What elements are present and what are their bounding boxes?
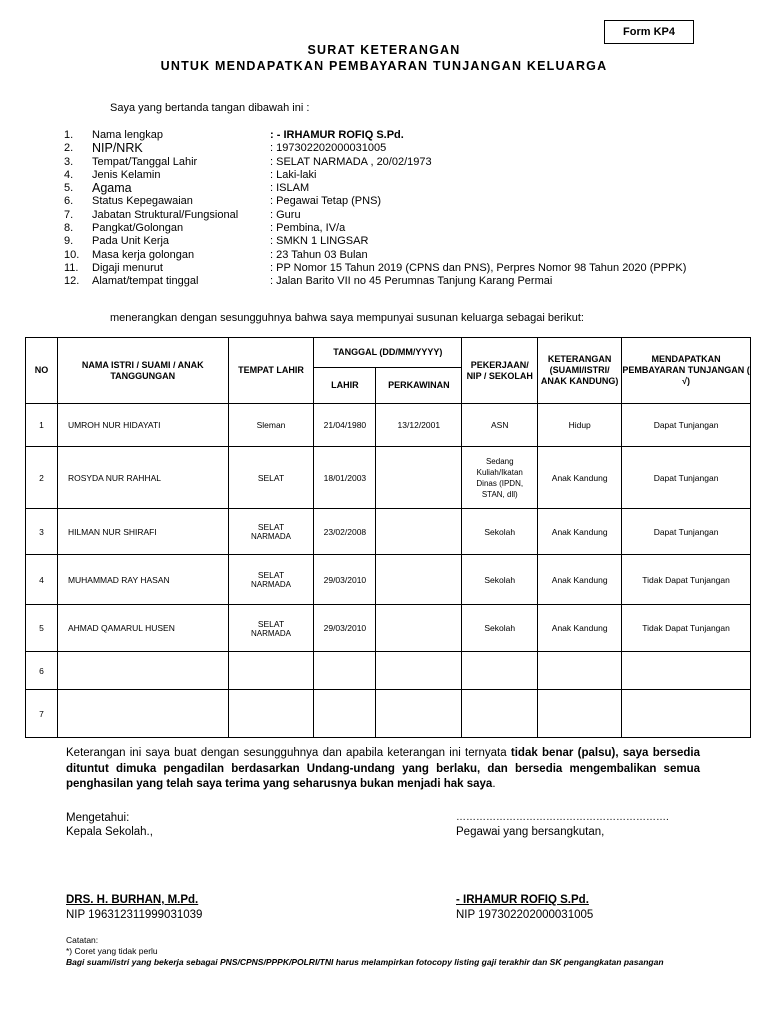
table-row — [26, 605, 751, 652]
cell-born: 29/03/2010 — [314, 555, 376, 605]
cell-place-line1: SELAT — [257, 570, 285, 580]
signature-left-role: Kepala Sekolah., — [66, 826, 153, 838]
signature-place-date: ………………………………………………………. — [456, 812, 669, 823]
field-label: Pada Unit Kerja — [92, 235, 170, 248]
header-married: PERKAWINAN — [376, 368, 462, 404]
cell-born: 23/02/2008 — [314, 509, 376, 555]
header-job: PEKERJAAN/ NIP / SEKOLAH — [462, 338, 538, 404]
field-value: : Laki-laki — [270, 168, 317, 181]
field-num: 4. — [64, 168, 74, 181]
cell-place-line2: NARMADA — [250, 580, 291, 589]
cell-born: 21/04/1980 — [314, 404, 376, 447]
signature-known-label: Mengetahui: — [66, 812, 130, 824]
cell-job: Sekolah — [462, 509, 538, 555]
cell-job — [462, 690, 538, 738]
cell-job — [462, 652, 538, 690]
cell-relation — [538, 652, 622, 690]
header-born: LAHIR — [314, 368, 376, 404]
signature-right-nip: NIP 197302202000031005 — [456, 909, 594, 921]
cell-married — [376, 509, 462, 555]
field-value: : 197302202000031005 — [270, 142, 387, 155]
cell-relation: Anak Kandung — [538, 509, 622, 555]
cell-allowance — [622, 652, 751, 690]
closing-part1: Keterangan ini saya buat dengan sesungguhnya dan apabila keterangan ini ternyata — [66, 747, 511, 759]
intro-text: Saya yang bertanda tangan dibawah ini : — [110, 102, 310, 114]
cell-name — [57, 690, 228, 738]
header-birthplace: TEMPAT LAHIR — [228, 338, 314, 404]
field-num: 7. — [64, 208, 74, 221]
header-date-group: TANGGAL (DD/MM/YYYY) — [314, 338, 462, 368]
document-title: SURAT KETERANGAN — [307, 43, 461, 57]
cell-married — [376, 652, 462, 690]
field-label: Nama lengkap — [92, 129, 163, 141]
cell-place — [228, 690, 314, 738]
field-value: : SELAT NARMADA , 20/02/1973 — [270, 155, 432, 168]
header-name: NAMA ISTRI / SUAMI / ANAK TANGGUNGAN — [57, 338, 228, 404]
cell-allowance: Dapat Tunjangan — [622, 404, 751, 447]
table-row — [26, 447, 751, 509]
cell-place-line2: NARMADA — [250, 532, 291, 541]
field-label: Digaji menurut — [92, 261, 163, 274]
cell-relation: Hidup — [538, 404, 622, 447]
field-value: : SMKN 1 LINGSAR — [270, 235, 369, 248]
signature-right-role: Pegawai yang bersangkutan, — [456, 826, 605, 838]
field-label: Jabatan Struktural/Fungsional — [92, 208, 239, 221]
cell-place-line2: NARMADA — [250, 628, 291, 638]
notes-line2: Bagi suami/istri yang bekerja sebagai PNS/CPNS/PPPK/POLRI/TNI harus melampirkan fotocopy listing gaji terakhir dan SK pengangkatan pasangan — [66, 957, 664, 967]
field-num: 12. — [64, 275, 80, 288]
signature-right-name: - IRHAMUR ROFIQ S.Pd. — [456, 894, 589, 906]
cell-no: 1 — [26, 404, 58, 447]
signature-left-name: DRS. H. BURHAN, M.Pd. — [66, 894, 199, 906]
cell-job: ASN — [462, 404, 538, 447]
field-num: 3. — [64, 155, 74, 168]
cell-place-line1: SELAT — [257, 522, 285, 532]
cell-no: 2 — [26, 447, 58, 509]
header-relation: KETERANGAN (SUAMI/ISTRI/ ANAK KANDUNG) — [538, 338, 622, 404]
table-row — [26, 690, 751, 738]
cell-no: 7 — [26, 690, 58, 738]
cell-born: 29/03/2010 — [314, 605, 376, 652]
cell-place-line1: SELAT — [257, 472, 285, 483]
field-value: : - IRHAMUR ROFIQ S.Pd. — [270, 129, 404, 141]
table-row — [26, 652, 751, 690]
cell-place — [228, 447, 314, 509]
cell-no: 3 — [26, 509, 58, 555]
header-no: NO — [26, 338, 58, 404]
field-value: : Pembina, IV/a — [270, 222, 346, 235]
table-row — [26, 509, 751, 555]
cell-place — [228, 509, 314, 555]
field-num: 5. — [64, 182, 74, 195]
table-row — [26, 555, 751, 605]
cell-place — [228, 404, 314, 447]
field-label: Jenis Kelamin — [92, 168, 161, 181]
cell-place — [228, 555, 314, 605]
cell-married — [376, 605, 462, 652]
cell-allowance — [622, 690, 751, 738]
notes-section — [66, 935, 716, 968]
form-code-box: Form KP4 — [604, 20, 694, 44]
field-num: 9. — [64, 235, 74, 248]
field-num: 6. — [64, 195, 74, 208]
field-label: Tempat/Tanggal Lahir — [92, 155, 198, 168]
document-subtitle: UNTUK MENDAPATKAN PEMBAYARAN TUNJANGAN KELUARGA — [160, 59, 608, 73]
field-label: Masa kerja golongan — [92, 248, 195, 261]
notes-heading: Catatan: — [66, 935, 99, 945]
field-value: : Guru — [270, 208, 301, 221]
cell-name: HILMAN NUR SHIRAFI — [57, 509, 228, 555]
cell-married — [376, 447, 462, 509]
family-statement: menerangkan dengan sesungguhnya bahwa saya mempunyai susunan keluarga sebagai berikut: — [110, 312, 584, 324]
closing-part2: tidak benar (palsu), saya bersedia dituntut dimuka pengadilan berdasarkan Undang-undang yang berlaku, dan bersedia mengembalikan semua penghasilan yang telah saya terima yang seharusnya bukan menjadi hak saya — [66, 747, 700, 790]
field-value: : Jalan Barito VII no 45 Perumnas Tanjung Karang Permai — [270, 275, 553, 288]
cell-married: 13/12/2001 — [376, 404, 462, 447]
signature-left-nip: NIP 196312311999031039 — [66, 909, 203, 921]
cell-name: UMROH NUR HIDAYATI — [57, 404, 228, 447]
cell-name: ROSYDA NUR RAHHAL — [57, 447, 228, 509]
field-label: Alamat/tempat tinggal — [92, 275, 199, 288]
cell-no: 5 — [26, 605, 58, 652]
cell-name: AHMAD QAMARUL HUSEN — [57, 605, 228, 652]
cell-name — [57, 652, 228, 690]
cell-allowance: Tidak Dapat Tunjangan — [622, 605, 751, 652]
cell-relation: Anak Kandung — [538, 447, 622, 509]
cell-place-line1: Sleman — [256, 420, 286, 430]
closing-part3: . — [492, 778, 496, 790]
field-label: Agama — [92, 181, 132, 196]
field-value: : 23 Tahun 03 Bulan — [270, 248, 368, 261]
cell-married — [376, 690, 462, 738]
field-value: : Pegawai Tetap (PNS) — [270, 195, 382, 208]
cell-relation — [538, 690, 622, 738]
field-label: Status Kepegawaian — [92, 195, 193, 208]
cell-job: Sekolah — [462, 555, 538, 605]
cell-born — [314, 652, 376, 690]
closing-statement — [66, 746, 700, 793]
field-num: 1. — [64, 129, 74, 141]
field-num: 11. — [64, 261, 79, 274]
field-value: : ISLAM — [270, 182, 310, 195]
cell-born — [314, 690, 376, 738]
cell-place-line1: SELAT — [257, 618, 285, 629]
cell-allowance: Dapat Tunjangan — [622, 509, 751, 555]
field-value: : PP Nomor 15 Tahun 2019 (CPNS dan PNS), Perpres Nomor 98 Tahun 2020 (PPPK) — [270, 261, 687, 274]
field-num: 2. — [64, 142, 74, 155]
family-table — [25, 337, 751, 738]
cell-job: Sedang Kuliah/Ikatan Dinas (IPDN, STAN, dll) — [462, 447, 538, 509]
header-allowance: MENDAPATKAN PEMBAYARAN TUNJANGAN ( √) — [622, 338, 751, 404]
cell-place — [228, 652, 314, 690]
table-row — [26, 404, 751, 447]
cell-relation: Anak Kandung — [538, 555, 622, 605]
cell-allowance: Tidak Dapat Tunjangan — [622, 555, 751, 605]
cell-allowance: Dapat Tunjangan — [622, 447, 751, 509]
cell-born: 18/01/2003 — [314, 447, 376, 509]
field-label: NIP/NRK — [92, 141, 143, 156]
notes-line1: *) Coret yang tidak perlu — [66, 946, 158, 956]
cell-married — [376, 555, 462, 605]
cell-no: 4 — [26, 555, 58, 605]
field-num: 8. — [64, 222, 74, 235]
cell-job: Sekolah — [462, 605, 538, 652]
field-label: Pangkat/Golongan — [92, 222, 184, 235]
field-num: 10. — [64, 248, 80, 261]
cell-relation: Anak Kandung — [538, 605, 622, 652]
cell-place — [228, 605, 314, 652]
cell-name: MUHAMMAD RAY HASAN — [57, 555, 228, 605]
cell-no: 6 — [26, 652, 58, 690]
